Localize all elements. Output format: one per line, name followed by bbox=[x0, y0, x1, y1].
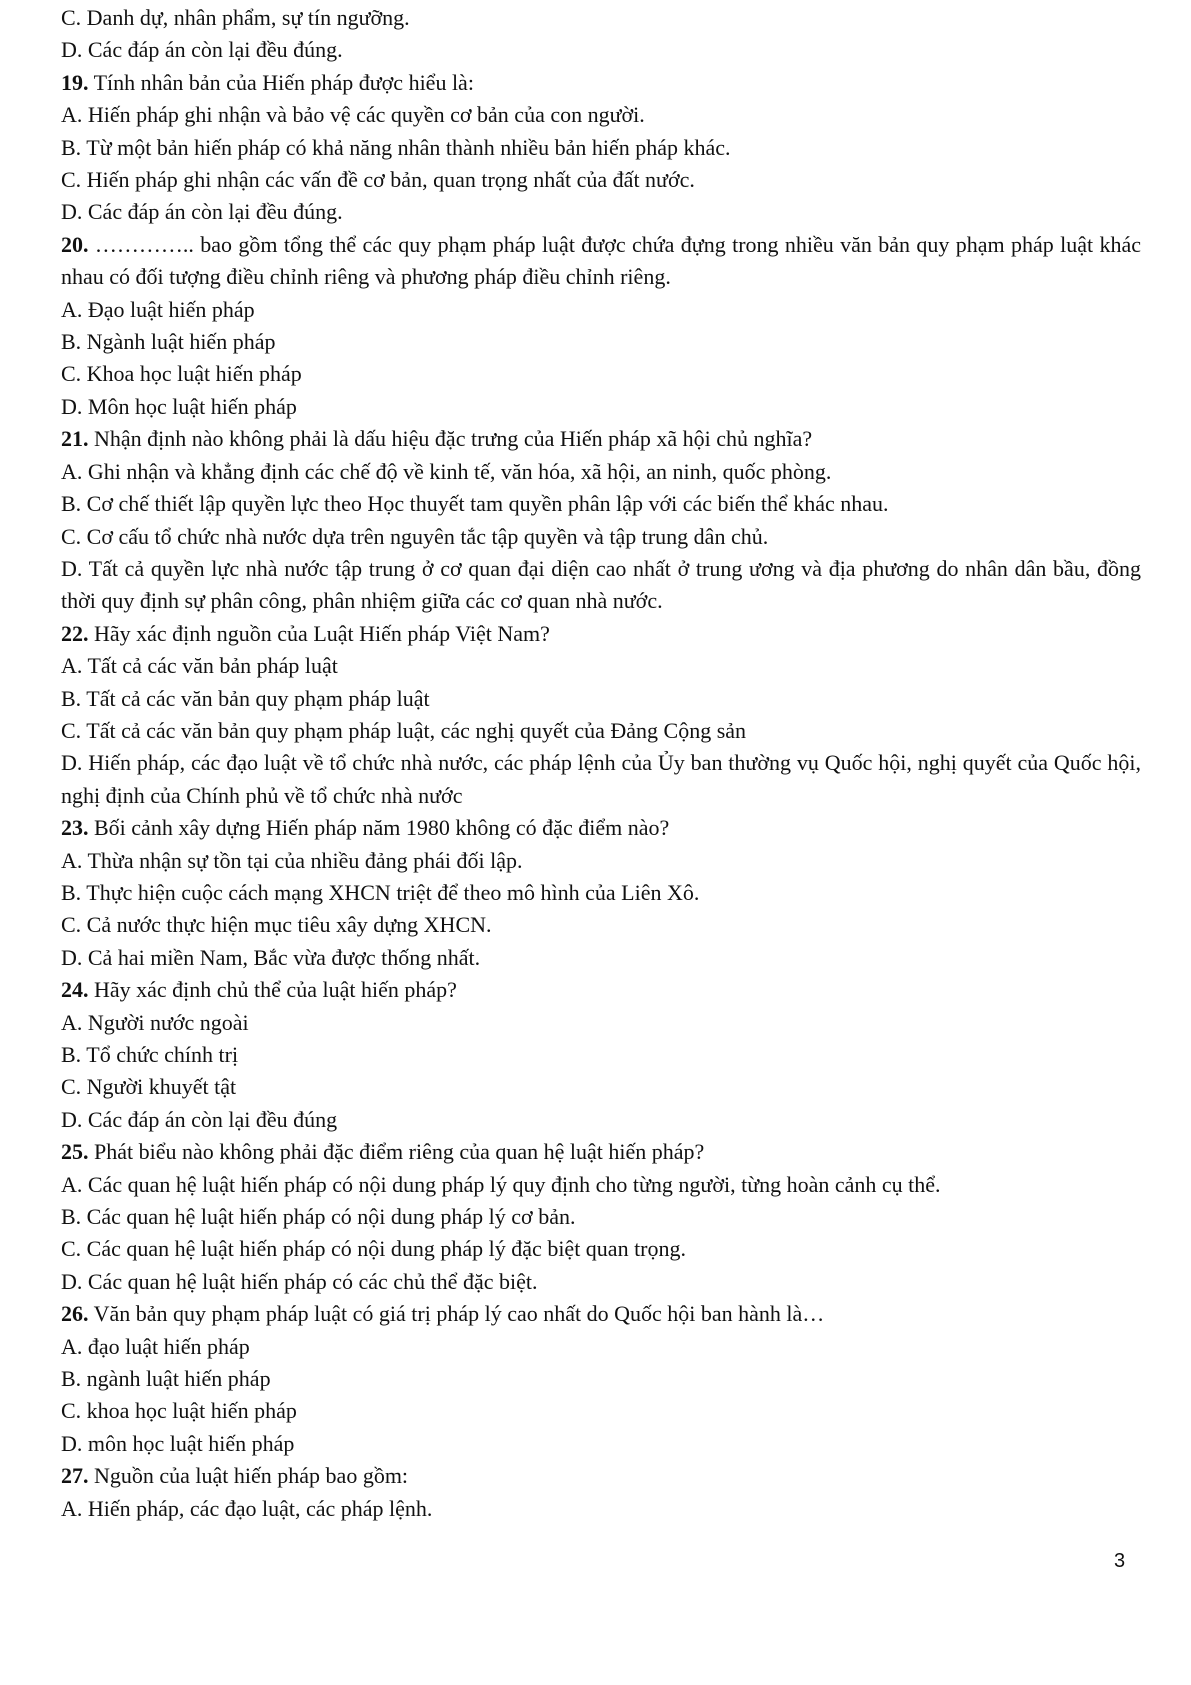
answer-option: B. Tất cả các văn bản quy phạm pháp luật bbox=[61, 685, 430, 711]
answer-option: D. Các đáp án còn lại đều đúng. bbox=[61, 37, 343, 63]
answer-option: A. đạo luật hiến pháp bbox=[61, 1333, 250, 1359]
answer-option: A. Đạo luật hiến pháp bbox=[61, 296, 255, 322]
answer-option: C. Danh dự, nhân phẩm, sự tín ngưỡng. bbox=[61, 5, 410, 30]
question-text: Phát biểu nào không phải đặc điểm riêng của quan hệ luật hiến pháp? bbox=[88, 1139, 705, 1165]
answer-option: D. Các quan hệ luật hiến pháp có các chủ thể đặc biệt. bbox=[61, 1268, 538, 1294]
answer-option: C. Người khuyết tật bbox=[61, 1074, 237, 1100]
answer-option: A. Ghi nhận và khẳng định các chế độ về kinh tế, văn hóa, xã hội, an ninh, quốc phòng. bbox=[61, 458, 832, 484]
answer-option: D. môn học luật hiến pháp bbox=[61, 1430, 295, 1456]
answer-option: C. Cơ cấu tổ chức nhà nước dựa trên nguyên tắc tập quyền và tập trung dân chủ. bbox=[61, 523, 769, 549]
answer-option: B. Ngành luật hiến pháp bbox=[61, 329, 276, 355]
answer-option: A. Tất cả các văn bản pháp luật bbox=[61, 653, 338, 679]
answer-option: A. Hiến pháp ghi nhận và bảo vệ các quyền cơ bản của con người. bbox=[61, 102, 645, 128]
answer-option: D. Các đáp án còn lại đều đúng bbox=[61, 1106, 338, 1132]
question-line bbox=[61, 812, 1141, 844]
question-text: Bối cảnh xây dựng Hiến pháp năm 1980 không có đặc điểm nào? bbox=[88, 815, 670, 841]
answer-option: B. Từ một bản hiến pháp có khả năng nhân thành nhiều bản hiến pháp khác. bbox=[61, 134, 731, 160]
question-text: ………….. bao gồm tổng thể các quy phạm pháp luật được chứa đựng trong nhiều văn bản quy phạm pháp luật khác nhau có đối tượng điều chỉnh riêng và phương pháp điều chỉnh riêng. bbox=[61, 231, 1141, 290]
question-text: Văn bản quy phạm pháp luật có giá trị pháp lý cao nhất do Quốc hội ban hành là… bbox=[88, 1301, 825, 1327]
answer-option: B. Thực hiện cuộc cách mạng XHCN triệt để theo mô hình của Liên Xô. bbox=[61, 879, 700, 905]
answer-option: B. Cơ chế thiết lập quyền lực theo Học thuyết tam quyền phân lập với các biến thể khác nhau. bbox=[61, 491, 889, 517]
question-number: 27. bbox=[61, 1463, 89, 1489]
answer-option: D. Tất cả quyền lực nhà nước tập trung ở cơ quan đại diện cao nhất ở trung ương và địa phương do nhân dân bầu, đồng thời quy định sự phân công, phân nhiệm giữa các cơ quan nhà nước. bbox=[61, 555, 1141, 614]
question-text: Hãy xác định nguồn của Luật Hiến pháp Việt Nam? bbox=[88, 620, 550, 646]
question-number: 23. bbox=[61, 815, 89, 841]
question-text: Nguồn của luật hiến pháp bao gồm: bbox=[88, 1463, 409, 1489]
answer-option: D. Cả hai miền Nam, Bắc vừa được thống nhất. bbox=[61, 944, 481, 970]
question-text: Hãy xác định chủ thể của luật hiến pháp? bbox=[88, 977, 457, 1003]
question-number: 24. bbox=[61, 977, 89, 1003]
answer-option: D. Các đáp án còn lại đều đúng. bbox=[61, 199, 343, 225]
answer-option: C. Cả nước thực hiện mục tiêu xây dựng XHCN. bbox=[61, 912, 492, 938]
answer-option: A. Thừa nhận sự tồn tại của nhiều đảng phái đối lập. bbox=[61, 847, 523, 873]
question-line bbox=[61, 1460, 1141, 1492]
answer-option: B. Tổ chức chính trị bbox=[61, 1042, 239, 1067]
question-line bbox=[61, 1136, 1141, 1168]
answer-option: C. Các quan hệ luật hiến pháp có nội dung pháp lý đặc biệt quan trọng. bbox=[61, 1236, 687, 1262]
question-text: Tính nhân bản của Hiến pháp được hiểu là: bbox=[88, 69, 474, 95]
answer-option: C. Tất cả các văn bản quy phạm pháp luật, các nghị quyết của Đảng Cộng sản bbox=[61, 717, 747, 743]
answer-option: D. Môn học luật hiến pháp bbox=[61, 393, 297, 419]
question-number: 26. bbox=[61, 1301, 89, 1327]
answer-option: A. Hiến pháp, các đạo luật, các pháp lệnh. bbox=[61, 1495, 433, 1521]
question-line bbox=[61, 974, 1141, 1006]
answer-option: D. Hiến pháp, các đạo luật về tổ chức nhà nước, các pháp lệnh của Ủy ban thường vụ Quốc hội, nghị quyết của Quốc hội, nghị định của Chính phủ về tổ chức nhà nước bbox=[61, 750, 1141, 808]
question-line bbox=[61, 229, 1141, 294]
question-line bbox=[61, 1298, 1141, 1330]
answer-option: B. Các quan hệ luật hiến pháp có nội dung pháp lý cơ bản. bbox=[61, 1204, 576, 1230]
question-number: 21. bbox=[61, 426, 89, 452]
question-number: 20. bbox=[61, 231, 89, 257]
answer-option: C. Khoa học luật hiến pháp bbox=[61, 361, 302, 387]
answer-option: C. Hiến pháp ghi nhận các vấn đề cơ bản, quan trọng nhất của đất nước. bbox=[61, 167, 695, 193]
question-text: Nhận định nào không phải là dấu hiệu đặc trưng của Hiến pháp xã hội chủ nghĩa? bbox=[88, 426, 813, 452]
answer-option: B. ngành luật hiến pháp bbox=[61, 1366, 271, 1392]
question-number: 25. bbox=[61, 1139, 89, 1165]
page-number: 3 bbox=[1114, 1550, 1126, 1572]
question-number: 22. bbox=[61, 620, 89, 646]
question-line bbox=[61, 423, 1141, 455]
answer-option: C. khoa học luật hiến pháp bbox=[61, 1398, 297, 1424]
answer-option: A. Người nước ngoài bbox=[61, 1009, 249, 1035]
document-body bbox=[61, 2, 1141, 1525]
question-line bbox=[61, 618, 1141, 650]
question-line bbox=[61, 67, 1141, 99]
answer-option: A. Các quan hệ luật hiến pháp có nội dung pháp lý quy định cho từng người, từng hoàn cảnh cụ thể. bbox=[61, 1171, 941, 1197]
question-number: 19. bbox=[61, 69, 89, 95]
